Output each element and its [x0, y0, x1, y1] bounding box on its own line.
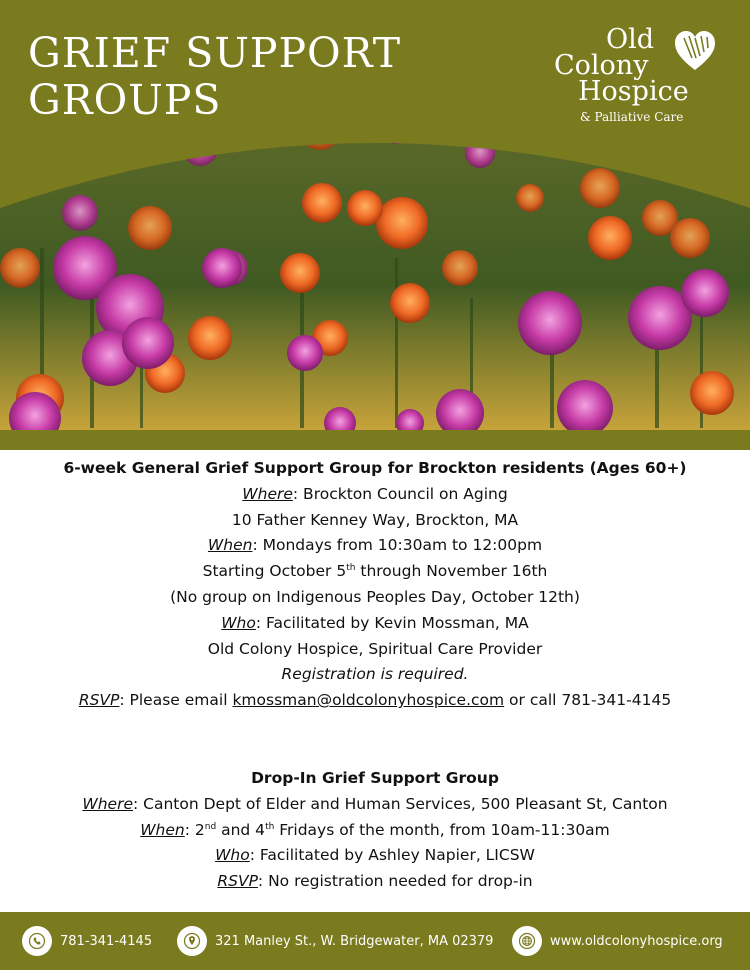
- dropin-where-line: [0, 792, 750, 818]
- heart-logo-icon: [672, 28, 718, 74]
- footer-bar: [0, 912, 750, 970]
- general-address-line: 10 Father Kenney Way, Brockton, MA: [231, 510, 519, 529]
- globe-icon: [512, 926, 542, 956]
- start-text: Starting October 5: [202, 562, 347, 581]
- who-value: : Facilitated by Kevin Mossman, MA: [255, 613, 529, 632]
- logo-line-1: Old: [606, 24, 655, 55]
- who-value: : Facilitated by Ashley Napier, LICSW: [249, 846, 535, 865]
- location-pin-icon: [177, 926, 207, 956]
- when-label: When: [207, 536, 253, 555]
- where-label: Where: [82, 794, 133, 813]
- registration-note: Registration is required.: [281, 665, 469, 684]
- main-content: [0, 456, 750, 895]
- general-note-line: (No group on Indigenous Peoples Day, October 12th): [170, 587, 580, 606]
- rsvp-value: : No registration needed for drop-in: [257, 872, 533, 891]
- footer-address-text: 321 Manley St., W. Bridgewater, MA 02379: [215, 933, 494, 949]
- footer-website-text: www.oldcolonyhospice.org: [550, 933, 723, 949]
- when-value: : Mondays from 10:30am to 12:00pm: [252, 536, 543, 555]
- general-org-line: Old Colony Hospice, Spiritual Care Provider: [207, 639, 543, 658]
- rsvp-post-text: or call 781-341-4145: [504, 691, 672, 710]
- footer-website[interactable]: [512, 925, 723, 957]
- footer-phone-text: 781-341-4145: [60, 933, 153, 949]
- section-general-group: [0, 456, 750, 714]
- when-mid-text: and 4: [216, 820, 266, 839]
- when-post-text: Fridays of the month, from 10am-11:30am: [274, 820, 610, 839]
- who-label: Who: [221, 613, 256, 632]
- when-sup-1: nd: [204, 821, 217, 832]
- start-sup: th: [346, 563, 356, 574]
- where-value: : Canton Dept of Elder and Human Services, 500 Pleasant St, Canton: [133, 794, 668, 813]
- footer-phone[interactable]: [22, 925, 152, 957]
- dropin-rsvp-line: [0, 869, 750, 895]
- general-group-title: 6-week General Grief Support Group for Brockton residents (Ages 60+): [63, 459, 687, 477]
- where-label: Where: [242, 484, 293, 503]
- when-sup-2: th: [265, 821, 275, 832]
- general-start-line: [0, 559, 750, 585]
- rsvp-pre-text: : Please email: [119, 691, 233, 710]
- rsvp-label: RSVP: [217, 872, 258, 891]
- general-where-line: [0, 482, 750, 508]
- flower-field-image: [0, 108, 750, 430]
- section-dropin-group: [0, 766, 750, 895]
- dropin-who-line: [0, 843, 750, 869]
- general-when-line: [0, 533, 750, 559]
- title-line-2: GROUPS: [28, 76, 222, 124]
- where-value: : Brockton Council on Aging: [292, 484, 508, 503]
- dropin-group-title: Drop-In Grief Support Group: [251, 768, 499, 787]
- start-end-text: through November 16th: [355, 562, 548, 581]
- logo-line-3: Hospice: [578, 76, 689, 107]
- title-line-1: GRIEF SUPPORT: [28, 29, 402, 77]
- rsvp-label: RSVP: [78, 691, 120, 710]
- rsvp-email-link[interactable]: kmossman@oldcolonyhospice.com: [232, 691, 505, 710]
- footer-address[interactable]: [177, 925, 493, 957]
- dropin-when-line: [0, 818, 750, 844]
- logo-line-4: & Palliative Care: [580, 110, 684, 124]
- header-banner: [0, 0, 750, 450]
- logo-line-2: Colony: [554, 50, 649, 81]
- when-pre-text: : 2: [184, 820, 205, 839]
- general-rsvp-line: [0, 688, 750, 714]
- general-who-line: [0, 611, 750, 637]
- phone-icon: [22, 926, 52, 956]
- who-label: Who: [215, 846, 250, 865]
- when-label: When: [140, 820, 185, 839]
